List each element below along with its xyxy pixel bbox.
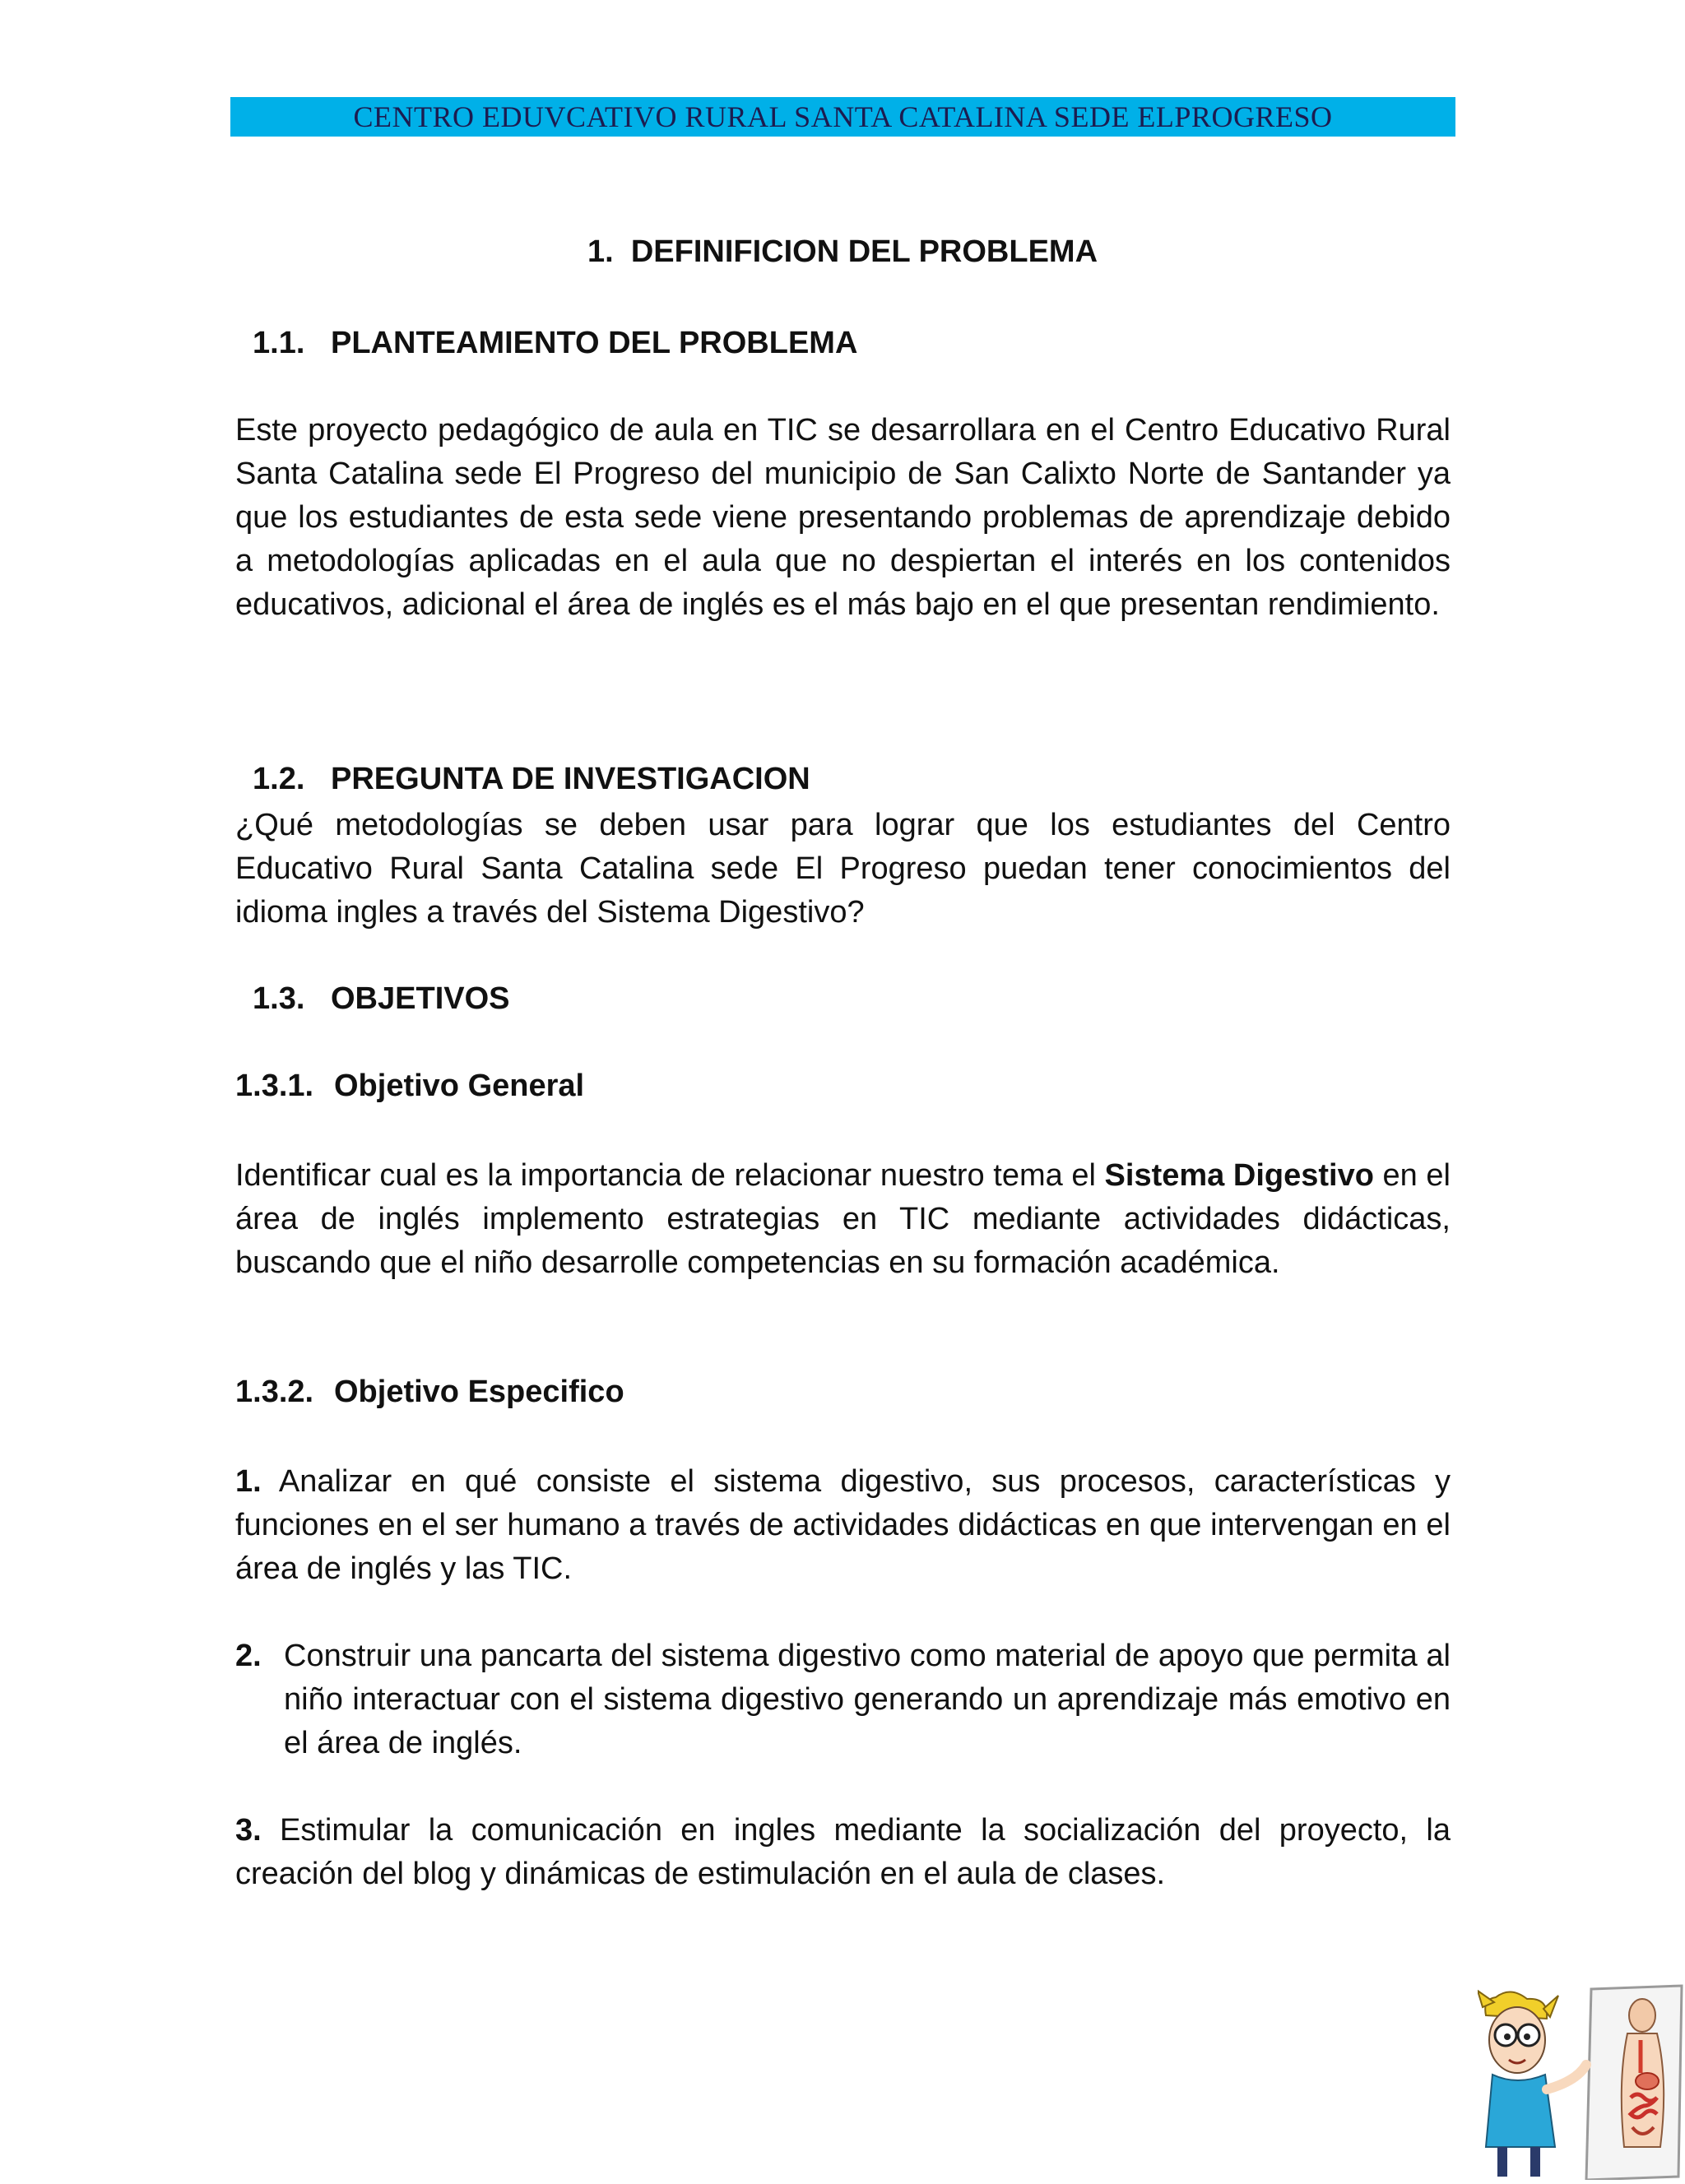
section-1-number: 1.: [587, 234, 614, 269]
objective-general-text-end: en el área de inglés implemento estrategias en TIC mediante actividades didácticas, buscando que el niño desarrolle competencias en su formación académica.: [235, 1158, 1451, 1280]
section-1-3-title: OBJETIVOS: [331, 981, 510, 1016]
section-1-2-title: PREGUNTA DE INVESTIGACION: [331, 762, 810, 796]
section-1-3-1-title: Objetivo General: [334, 1069, 585, 1103]
specific-objective-3-text: Estimular la comunicación en ingles mediante la socialización del proyecto, la creación del blog y dinámicas de estimulación en el aula de clases.: [235, 1813, 1451, 1891]
cartoon-student-digestive-system-icon: [1478, 1982, 1685, 2180]
section-1-3-1-heading: [235, 1069, 1451, 1104]
section-1-3-1-paragraph: [235, 1154, 1451, 1285]
section-1-3-number: 1.3.: [253, 981, 305, 1016]
objective-general-bold-term: Sistema Digestivo: [1104, 1158, 1374, 1193]
section-1-1-paragraph: Este proyecto pedagógico de aula en TIC se desarrollara en el Centro Educativo Rural Santa Catalina sede El Progreso del municipio de San Calixto Norte de Santander ya que los estudiantes de esta sede viene presentando problemas de aprendizaje debido a metodologías aplicadas en el aula que no despiertan el interés en los contenidos educativos, adicional el área de inglés es el más bajo en el que presentan rendimiento.: [235, 413, 1451, 622]
section-1-3-2-title: Objetivo Especifico: [334, 1375, 624, 1409]
section-1-3-2-heading: [235, 1375, 1451, 1410]
specific-objective-2-marker: 2.: [235, 1639, 262, 1673]
specific-objective-3-marker: 3.: [235, 1813, 262, 1848]
objective-general-text-start: Identificar cual es la importancia de relacionar nuestro tema el: [235, 1158, 1105, 1193]
specific-objective-1-text: Analizar en qué consiste el sistema digestivo, sus procesos, características y funciones en el ser humano a través de actividades didácticas en que intervengan en el área de inglés y las TIC.: [235, 1464, 1451, 1586]
section-1-1-number: 1.1.: [253, 326, 305, 360]
section-1-3-heading: [253, 981, 1468, 1017]
specific-objective-1-marker: 1.: [235, 1464, 262, 1499]
section-1-3-2-number: 1.3.2.: [235, 1375, 314, 1409]
section-1-title: DEFINIFICION DEL PROBLEMA: [630, 234, 1098, 269]
section-1-2-paragraph: ¿Qué metodologías se deben usar para lograr que los estudiantes del Centro Educativo Rural Santa Catalina sede El Progreso puedan tener conocimientos del idioma ingles a través del Sistema Digestivo?: [235, 808, 1451, 930]
specific-objective-1: [235, 1460, 1451, 1591]
section-1-2-number: 1.2.: [253, 762, 305, 796]
section-1-2-heading: [253, 762, 1468, 797]
section-1-1-title: PLANTEAMIENTO DEL PROBLEMA: [331, 326, 858, 360]
section-1-heading: [0, 234, 1685, 270]
header-band: CENTRO EDUVCATIVO RURAL SANTA CATALINA SEDE ELPROGRESO: [230, 97, 1455, 137]
specific-objective-2: [235, 1635, 1451, 1765]
section-1-3-1-number: 1.3.1.: [235, 1069, 314, 1103]
specific-objective-2-text: Construir una pancarta del sistema digestivo como material de apoyo que permita al niño interactuar con el sistema digestivo generando un aprendizaje más emotivo en el área de inglés.: [284, 1639, 1451, 1760]
specific-objective-3: [235, 1809, 1451, 1896]
section-1-1-heading: [253, 326, 1468, 361]
